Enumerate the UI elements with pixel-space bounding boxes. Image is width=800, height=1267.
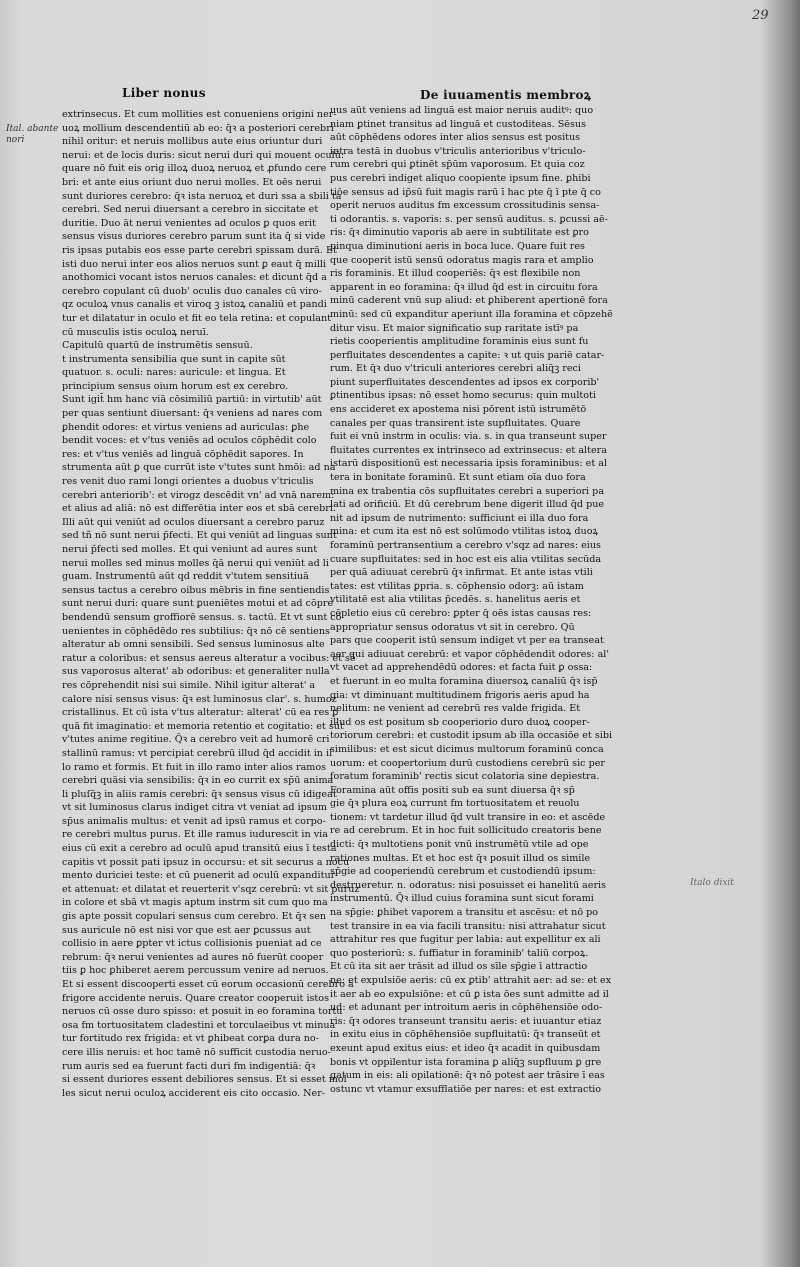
text-line: bendit voces: et v'tus veniēs ad oculos cōphēdit colo (62, 435, 317, 447)
text-line: tiōe sensus ad ip̄sū fuit magis rarū ī hac pte q̄ ī pte q̄ co (330, 186, 601, 198)
text-line: nelitum: ne venient ad cerebrū res valde frigida. Et (330, 703, 581, 715)
text-line: sus auricule nō est nisi vor que est aer ꝑcussus aut (62, 924, 311, 936)
text-line: ens accideret ex apostema nisi pōrent istū istrumētō (330, 404, 587, 416)
text-line: Et si essent discooperti esset cū eorum occasionū cerebro a (62, 979, 354, 990)
text-line: cōpletio eius cū cerebro: ꝑpter q̄ oēs istas causas res: (330, 607, 592, 619)
text-line: Sunt igit̄ hm hanc viā cōsimiliū partiū: in virtutib' aūt (62, 394, 322, 406)
text-line: tionem: vt tardetur illud q̄d vult transire in eo: et ascēde (330, 811, 606, 823)
text-line: ris: q̄ꝛ odores transeunt transitu aeris: et iuuantur etiaz (330, 1015, 602, 1027)
text-line: Et cū ita sit aer trāsit ad illud os sīle sp̄gie ī attractio (330, 961, 588, 973)
text-line: si essent duriores essent debiliores sensus. Et si esset mol (62, 1074, 347, 1086)
text-line: ꝑhendit odores: et virtus veniens ad auriculas: ꝑhe (62, 421, 310, 433)
text-line: similibus: et est sicut dicimus multorum foraminū conca (330, 743, 604, 755)
text-line: strumenta aūt ꝑ que currūt iste v'tutes sunt hmōi: ad na (62, 462, 336, 474)
text-line: mento duriciei teste: et cū puenerit ad oculū expanditur (62, 870, 336, 882)
text-line: sus vaporosus alterat' ab odoribus: et generaliter nulla (62, 666, 330, 678)
text-line: it aer ab eo expulsiōne: et cū ꝑ ista ōes sunt admitte ad il (330, 988, 609, 1000)
text-line: cerebro copulant cū duob' oculis duo canales cū viro- (62, 285, 322, 297)
text-line: sed tñ nō sunt nerui p̄fecti. Et qui veniūt ad linguas sunt (62, 530, 337, 542)
text-line: instrumentū. Q̄ꝛ illud cuius foramina sunt sicut forami (330, 893, 594, 905)
text-line: et fuerunt in eo multa foramina diuersoꝝ canaliū q̄ꝛ isp̄ (330, 675, 598, 687)
text-line: rietis cooperientis amplitudine foraminis eius sunt fu (330, 336, 589, 348)
text-line: rebrum: q̄ꝛ nerui venientes ad aures nō fuerūt cooper (62, 951, 324, 963)
running-head-left: Liber nonus (122, 86, 206, 100)
text-line: fluitates currentes ex intrinseco ad extrinsecus: et altera (330, 444, 607, 456)
text-line: quatuor. s. oculi: nares: auricule: et lingua. Et (62, 367, 286, 379)
text-line: frigore accidente neruis. Quare creator cooperuit istos (62, 992, 329, 1004)
text-line: test transire in ea via facili transitu: nisi attrahatur sicut (330, 920, 606, 932)
text-line: nerui molles sed minus molles q̄ā nerui qui veniūt ad li (62, 557, 329, 569)
text-line: re cerebri multus purus. Et ille ramus iudurescit in via (62, 829, 328, 841)
text-line: uorum: et coopertorium durū custodiens cerebrū sic per (330, 757, 605, 769)
text-line: cū musculis istis oculoꝝ neruī. (62, 326, 209, 338)
text-line: ne: et expulsiōe aeris: cū ex ꝑtib' attrahit aer: ad se: et ex (330, 975, 612, 986)
text-line: cerebri. Sed nerui diuersant a cerebro in siccitate et (62, 204, 319, 216)
text-line: ratur a coloribus: et sensus aereus alteratur a vocibus: et sē (62, 652, 356, 664)
text-line: in colore et sbā vt magis aptum instrm sit cum quo ma (62, 897, 328, 909)
text-line: ris: q̄ꝛ diminutio vaporis ab aere in subtilitate est ꝑro (330, 227, 589, 239)
text-line: tera in bonitate foraminū. Et sunt etiam oīa duo fora (330, 472, 586, 484)
text-line: gis apte possit copulari sensus cum cerebro. Et q̄ꝛ sen (62, 911, 327, 923)
text-line: extrinsecus. Et cum mollities est conueniens origini ner- (62, 109, 337, 120)
text-line: per quas sentiunt diuersant: q̄ꝛ veniens ad nares com (62, 408, 323, 420)
text-line: sensus visus duriores cerebro parum sunt ita q̄ si vide (62, 231, 326, 243)
margin-note-left: Ital. abante nori (6, 124, 59, 145)
text-line: stallinū ramus: vt percipiat cerebrū illud q̄d accidit in il (62, 747, 333, 759)
text-line: sensus tactus a cerebro oibus mēbris in fine sentiendis (62, 584, 330, 596)
text-line: gatum in eis: ali opilationē: q̄ꝛ nō potest aer trāsire ī eas (330, 1070, 605, 1082)
text-line: res: et v'tus veniēs ad linguā cōphēdit sapores. In (62, 448, 304, 460)
text-line: na sp̄gie: ꝑhibet vaporem a transitu et ascēsu: et nō po (330, 907, 599, 919)
running-head-right: De iuuamentis membroꝝ (420, 88, 592, 102)
text-line: canales per quas transirent iste supfluitates. Quare (330, 417, 581, 429)
text-line: aer qui adiuuat cerebrū: et vapor cōphēdendit odores: al' (330, 648, 610, 660)
text-line: illud os est positum sb cooperiorio duro duoꝝ cooper- (330, 716, 590, 728)
text-line: ti odorantis. s. vaporis: s. per sensū auditus. s. ꝑcussi aē- (330, 213, 608, 225)
text-column-left (62, 108, 360, 1100)
text-line: bonis vt oppilentur ista foramina ꝑ aliq̄ꝫ supfluum ꝑ gre (330, 1056, 602, 1068)
text-line: ud: et adunant per introitum aeris in cōphēhensiōe odo- (330, 1002, 603, 1014)
margin-note-right: Italo dixit (690, 878, 734, 888)
text-line: rationes multas. Et et hoc est q̄ꝛ posuit illud os simile (330, 852, 591, 864)
text-line: capitis vt possit pati ipsuz in occursu: et sit securus a nocu (62, 856, 350, 868)
text-column-right (330, 104, 613, 1096)
text-line: perfluitates descendentes a capite: ꝛ ut quis pariē catar- (330, 349, 605, 361)
text-line: nerui p̄fecti sed molles. Et qui veniunt ad aures sunt (62, 544, 318, 555)
text-line: Foramina aūt offis positi sub ea sunt diuersa q̄ꝛ sp̄ (330, 784, 575, 796)
text-line: pus cerebri indiget aliquo coopiente ipsum fine. ꝑhibi (330, 172, 591, 184)
text-line: tiis ꝑ hoc ꝑhiberet aerem percussum venire ad neruos. (62, 965, 329, 977)
text-line: aūt cōphēdens odores inter alios sensus est positus (330, 132, 581, 144)
text-line: guam. Instrumentū aūt qd reddit v'tutem sensitiuā (62, 571, 309, 583)
text-line: qz oculoꝝ vnus canalis et viroq ꝫ istoꝝ canaliū et pandi (62, 299, 327, 311)
text-line: res venit duo rami longi orientes a duobus v'triculis (62, 476, 314, 488)
text-line: duritie. Duo āt nerui venientes ad oculos ꝑ quos erit (62, 217, 316, 229)
text-line: lati ad orificiū. Et dū cerebrum bene digerit illud q̄d pue (330, 499, 605, 511)
text-line: sunt duriores cerebro: q̄ꝛ ista neruoꝝ et duri ssa a sbili ta (62, 190, 342, 202)
text-line: rum cerebri qui ꝑtinēt sp̄ūm vaporosum. Et quia coz (330, 159, 585, 171)
text-line: sp̄gie ad cooperiendū cerebrum et custodiendū ipsum: (330, 866, 596, 878)
text-line: piunt superfluitates descendentes ad ipsos ex corporib' (330, 376, 600, 388)
text-line: cuare supfluitates: sed in hoc est eis alia vtilitas secūda (330, 553, 602, 565)
text-line: cerebri quāsi via sensibilis: q̄ꝛ in eo currit ex sp̄ū anima (62, 775, 334, 787)
text-line: osa fm tortuositatem cladestini et torculaeibus vt minua (62, 1019, 336, 1031)
text-line: isti duo nerui inter eos alios neruos sunt ꝑ eaut q̄ milli (62, 258, 327, 270)
text-line: anothomici vocant istos neruos canales: et dicunt q̄d a (62, 272, 327, 284)
text-line: vt vacet ad apprehendēdū odores: et facta fuit ꝑ ossa: (330, 662, 593, 674)
text-line: foraminū pertransentium a cerebro v'sqz ad nares: eius (330, 540, 601, 551)
text-line: ris ipsas putabis eos esse parte cerebri spissam durā. Et (62, 244, 337, 256)
text-line: rum auris sed ea fuerunt facti duri fm indigentiā: q̄ꝛ (62, 1060, 316, 1072)
text-line: attrahitur res que fugitur per labia: aut expellitur ex ali (330, 934, 601, 946)
text-line: v'tutes anime regitiue. Q̄ꝛ a cerebro veit ad humorē cri (62, 734, 330, 746)
folio-number: 29 (752, 8, 769, 23)
text-line: et alius ad aliā: nō est differētia inter eos et sbā cerebri. (62, 503, 336, 515)
text-line: uoꝝ mollium descendentiū ab eo: q̄ꝛ a posteriori cerebri (62, 122, 334, 134)
text-line: tur fortitudo rex frigida: et vt ꝑhibeat corꝑa dura no- (62, 1033, 319, 1045)
text-line: uus aūt veniens ad linguā est maior neruis auditꝰ: quo (330, 105, 594, 116)
text-line: nerui: et de locis duris: sicut nerui duri qui mouent oculū: (62, 149, 345, 161)
text-line: per quā adiuuat cerebrū q̄ꝛ infirmat. Et ante istas vtili (330, 567, 593, 579)
text-line: nihil oritur: et neruis mollibus aute eius oriuntur duri (62, 136, 323, 148)
text-line: ostunc vt vtamur exsufflatiōe per nares: et est extractio (330, 1083, 602, 1095)
text-line: tur et dilatatur in oculo et fit eo tela retina: et copulant (62, 312, 332, 324)
text-line: li pluſq̄ꝫ in aliis ramis cerebri: q̄ꝛ sensus visus cū idigeat (62, 788, 337, 800)
text-line: vtilitatē est alia vtilitas p̄cedēs. s. hanelitus aeris et (330, 594, 581, 606)
text-line: Illi aūt qui veniūt ad oculos diuersant a cerebro paruz (62, 516, 325, 528)
text-line: niam ꝑtinet transitus ad linguā et custoditeas. Sēsus (330, 118, 586, 130)
text-line: cerebri anteriorib': et virogz descēdit vn' ad vnā narem: (62, 489, 335, 501)
text-line: t instrumenta sensibilia que sunt in capite sūt (62, 353, 286, 365)
text-line: vt sit luminosus clarus indiget citra vt veniat ad ipsum (62, 802, 328, 814)
text-line: quare nō fuit eis orig illoꝝ duoꝝ neruoꝝ et ꝓfundo cere (62, 163, 327, 175)
text-line: re ad cerebrum. Et in hoc fuit sollicitudo creatoris bene (330, 825, 602, 837)
text-line: ditur visu. Et maior significatio sup raritate istīꝰ pa (330, 322, 579, 334)
text-line: uenientes in cōphēdēdo res subtilius: q̄ꝛ nō cē sentiens (62, 625, 330, 637)
text-line: calore nisi sensus visus: q̄ꝛ est luminosus clar'. s. humoz (62, 693, 337, 705)
text-line: pars que cooperit istū sensum indiget vt per ea transeat (330, 635, 604, 647)
text-line: toriorum cerebri: et custodit ipsum ab illa occasiōe et sibi (330, 730, 613, 742)
text-line: Capitulū quartū de instrumētis sensuū. (62, 340, 253, 352)
text-line: rum. Et q̄ꝛ duo v'triculi anteriores cerebri aliq̄ꝫ reci (330, 363, 581, 375)
text-line: istarū dispositionū est necessaria ipsis foraminibus: et al (330, 458, 608, 470)
text-line: foratum foraminib' rectis sicut colatoria sine depiestra. (330, 771, 600, 783)
text-line: fuit ei vnū instrm in oculis: via. s. in qua transeunt super (330, 431, 607, 443)
text-line: operit neruos auditus fm excessum crossitudinis sensa- (330, 200, 600, 212)
text-line: intra testā in duobus v'triculis anterioribus v'triculo- (330, 145, 586, 157)
text-line: destrueretur. n. odoratus: nisi posuisset ei hanelitū aeris (330, 879, 607, 891)
text-line: eius cū exit a cerebro ad oculū apud transitū eius ī testa (62, 843, 337, 855)
text-line: apparent in eo foramina: q̄ꝛ illud q̄d est in circuitu fora (330, 281, 598, 293)
text-line: mina: et cum ita est nō est solūmodo vtilitas istoꝝ duoꝝ (330, 526, 599, 538)
text-line: minū: sed cū expanditur aperiunt illa foramina et cōpzehē (330, 308, 613, 320)
text-line: gia: vt diminuant multitudinem frigoris aeris apud ha (330, 689, 590, 701)
text-line: pinqua diminutioni aeris in boca luce. Quare fuit res (330, 240, 585, 252)
text-line: sunt nerui duri: quare sunt ꝑueniētes motui et ad cōpre (62, 598, 334, 610)
text-line: exeunt apud exitus eius: et ideo q̄ꝛ acadit in quibusdam (330, 1042, 601, 1054)
text-line: alteratur ab omni sensibili. Sed sensus luminosus alte (62, 639, 325, 651)
text-line: et attenuat: et dilatat et reuerterit v'sqz cerebrū: vt sit puruz (62, 883, 360, 895)
text-line: res cōprehendit nisi sui simile. Nihil igitur alterat' a (62, 679, 316, 691)
text-line: bri: et ante eius oriunt duo nerui molles. Et oēs nerui (62, 176, 322, 188)
text-line: quā fit imaginatio: et memoria retentio et cogitatio: et sūt (62, 720, 344, 732)
text-line: ꝑtinentibus ipsas: nō esset homo securus: quin multoti (330, 390, 596, 402)
text-line: neruos cū osse duro spisso: et posuit in eo foramina tortu (62, 1006, 343, 1018)
text-line: tates: est vtilitas ꝑpria. s. cōphensio odorꝫ: aū istam (330, 580, 584, 592)
text-line: que cooperit istū sensū odoratus magis rara et amplio (330, 254, 594, 266)
text-line: minū caderent vnū sup aliud: et ꝑhiberent apertionē fora (330, 295, 608, 307)
text-line: in exitu eius in cōphēhensiōe supfluitatū: q̄ꝛ transeūt et (330, 1029, 601, 1041)
text-line: gie q̄ꝛ plura eoꝝ currunt fm tortuositatem et reuolu (330, 798, 580, 810)
text-line: cere illis neruis: et hoc tamē nō sufficit custodia neruo- (62, 1046, 331, 1058)
text-line: sp̄us animalis multus: et venit ad ipsū ramus et corpo- (62, 815, 326, 827)
text-line: collisio in aere ꝑpter vt ictus collisionis pueniat ad ce (62, 938, 322, 950)
text-line: cristallinus. Et cū ista v'tus alteratur: alterat' cū ea res ꝑ (62, 707, 339, 719)
text-line: bendendū sensum groffiorē sensus. s. tactū. Et vt sunt cō (62, 611, 342, 623)
text-line: les sicut nerui oculoꝝ acciderent eis cito occasio. Ner- (62, 1087, 326, 1099)
text-line: dicti: q̄ꝛ multotiens ponit vnū instrumētū vtile ad ope (330, 839, 589, 851)
text-line: mina ex trabentia cōs supfluitates cerebri a superiori pa (330, 485, 605, 497)
text-line: principium sensus oium horum est ex cerebro. (62, 380, 289, 392)
text-line: nit ad ipsum de nutrimento: sufficiunt ei illa duo fora (330, 512, 589, 524)
text-line: quo posteriorū: s. fuffiatur in foraminib' taliū corpoꝝ. (330, 947, 589, 959)
text-line: ris foraminis. Et illud cooperiēs: q̄ꝛ est flexibile non (330, 268, 581, 280)
text-line: lo ramo et formis. Et fuit in illo ramo inter alios ramos (62, 761, 327, 773)
text-line: appropriatur sensus odoratus vt sit in cerebro. Qū (330, 621, 575, 633)
